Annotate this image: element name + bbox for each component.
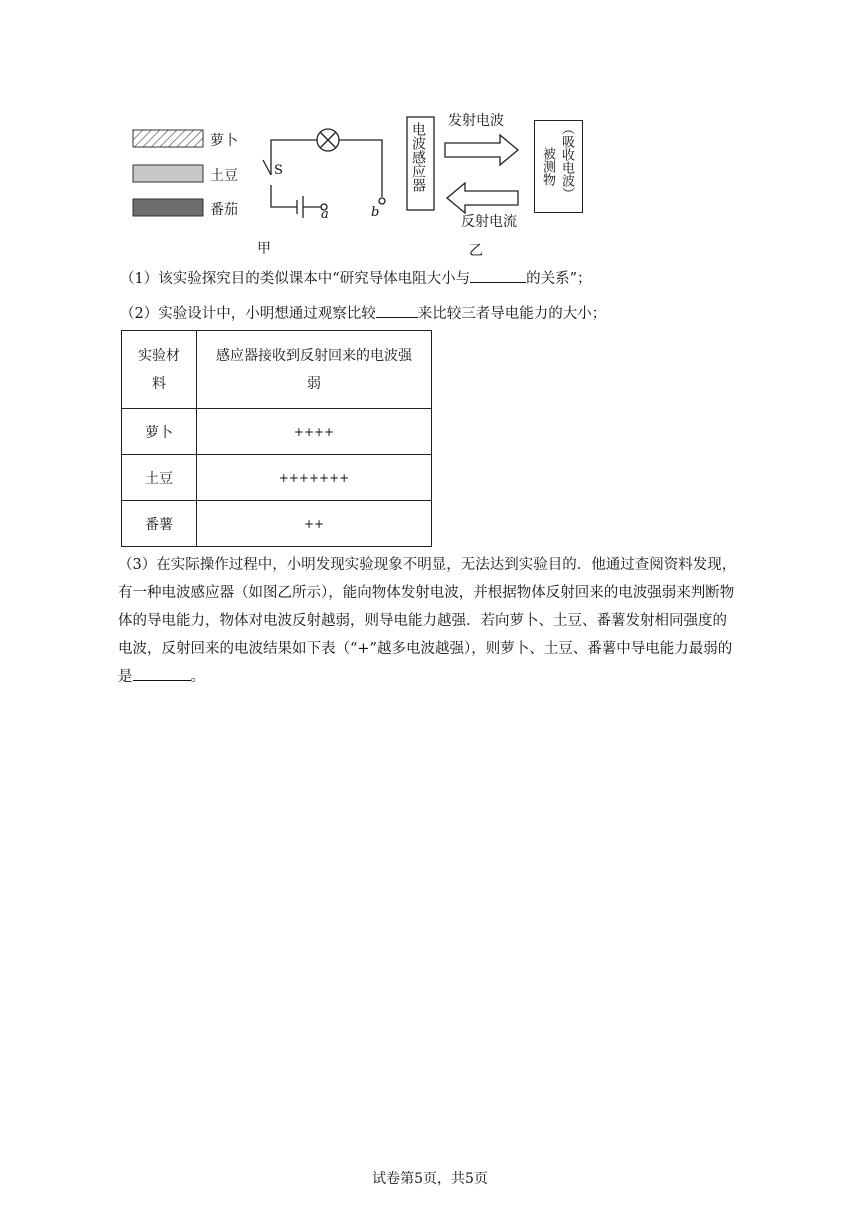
sensor-label: 电波感应器 [410,122,426,192]
table-cell-signal: +++++++ [197,455,432,501]
question-2 [120,303,606,324]
terminal-b-label: b [371,205,380,220]
table-cell-material: 土豆 [122,455,197,501]
q3-answer-blank[interactable] [133,666,191,681]
table-header-row [122,331,432,409]
figure-caption-left: 甲 [257,241,271,257]
q1-answer-blank[interactable] [470,268,526,283]
legend-label-tomato: 番茄 [210,202,238,218]
q3-text-end: 。 [190,669,205,685]
question-3 [118,551,738,691]
table-header-signal: 感应器接收到反射回来的电波强弱 [197,331,432,409]
q1-text: （1）该实验探究目的类似课本中“研究导体电阻大小与 [120,271,471,287]
results-table [121,330,432,547]
object-label-right: （吸收电波） [559,122,574,200]
q1-text-end: 的关系”； [526,271,592,287]
emit-arrow [445,135,518,165]
legend-swatch-radish [133,130,203,147]
page-footer: 试卷第5页，共5页 [372,1171,488,1187]
reflect-arrow [447,183,518,213]
switch-label: S [274,163,283,178]
object-label-left: 被测物 [540,147,555,186]
table-row [122,501,432,547]
legend-swatch-potato [133,165,203,182]
terminal-a-label: a [321,207,329,222]
table-cell-material: 番薯 [122,501,197,547]
arrow-top-label: 发射电波 [448,113,504,129]
question-1 [120,268,592,289]
table-row [122,409,432,455]
table-row [122,455,432,501]
q2-answer-blank[interactable] [376,303,418,318]
table-header-material: 实验材料 [122,331,197,409]
table-cell-material: 萝卜 [122,409,197,455]
arrow-bottom-label: 反射电流 [461,214,517,230]
q2-text-end: 来比较三者导电能力的大小； [417,306,607,322]
q2-text: （2）实验设计中，小明想通过观察比较 [120,306,376,322]
q3-text: （3）在实际操作过程中，小明发现实验现象不明显，无法达到实验目的．他通过查阅资料发现，有一种电波感应器（如图乙所示），能向物体发射电波，并根据物体反射回来的电波强弱来判断物体的导电能力，物体对电波反射越弱，则导电能力越强．若向萝卜、土豆、番薯发射相同强度的电波，反射回来的电波结果如下表（“+”越多电波越强），则萝卜、土豆、番薯中导电能力最弱的是 [118,557,737,685]
table-cell-signal: ++ [197,501,432,547]
legend-label-potato: 土豆 [210,168,238,184]
table-cell-signal: ++++ [197,409,432,455]
legend-swatch-tomato [133,199,203,216]
figure-caption-right: 乙 [469,243,483,259]
legend-label-radish: 萝卜 [210,133,238,149]
